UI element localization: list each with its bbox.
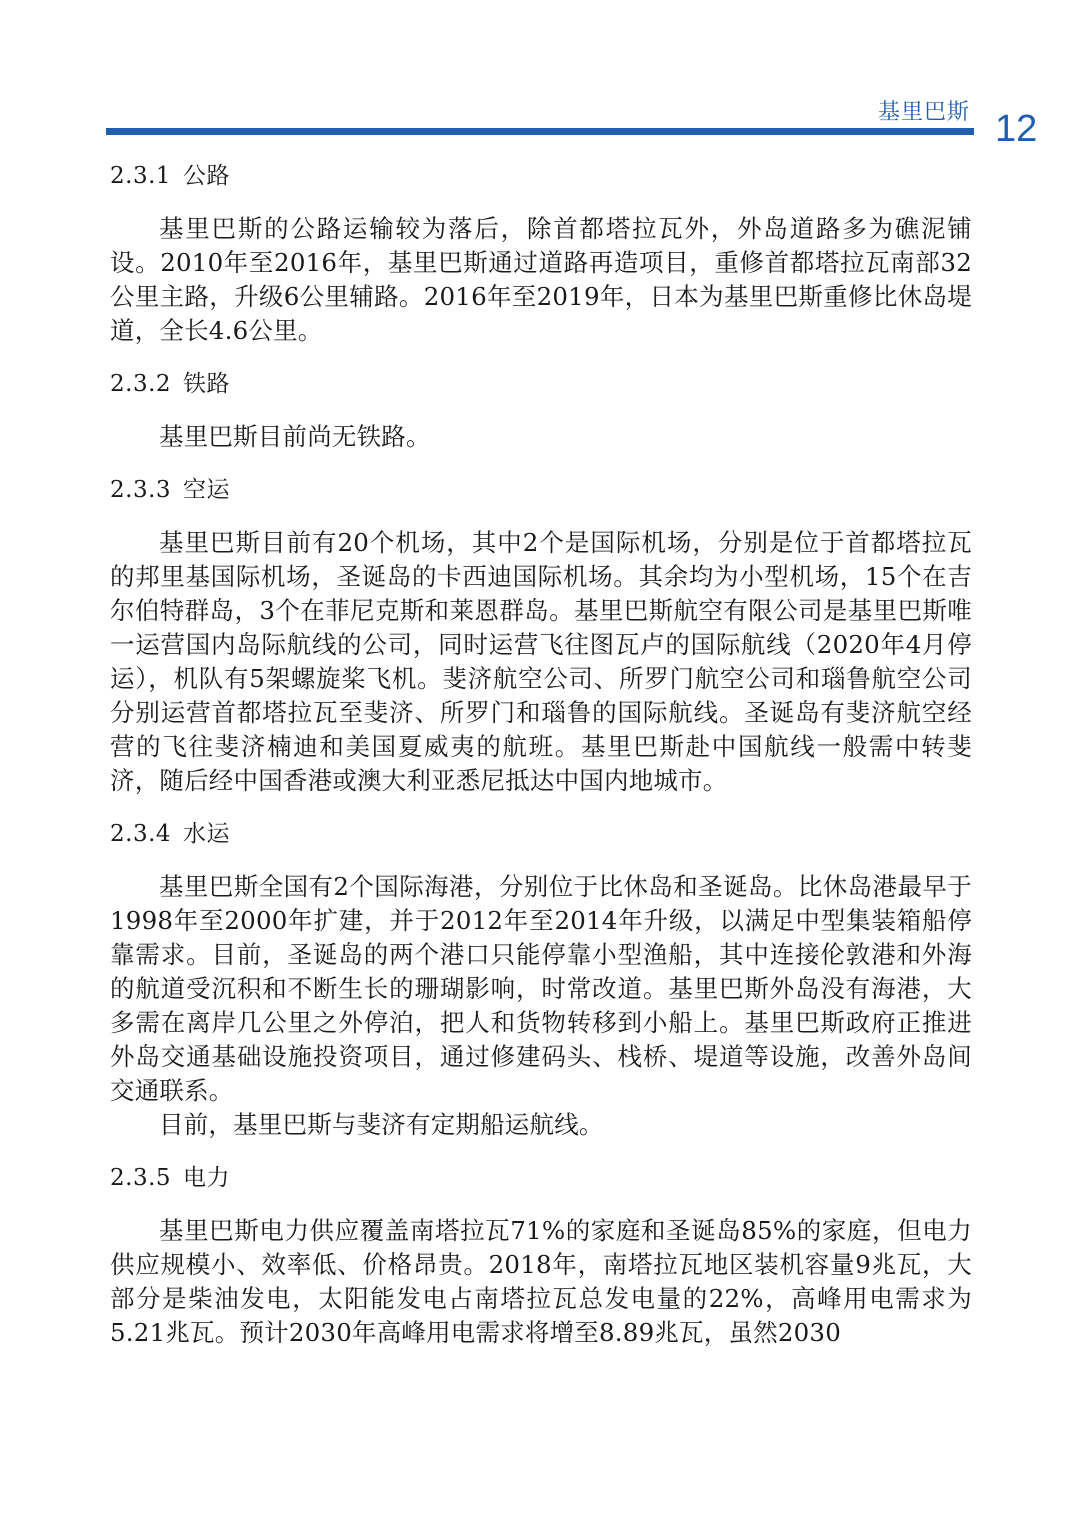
section-number: 2.3.4 (110, 821, 172, 847)
section-heading (110, 158, 972, 194)
section-railway (110, 366, 972, 454)
section-number: 2.3.5 (110, 1165, 172, 1191)
paragraph: 基里巴斯电力供应覆盖南塔拉瓦71%的家庭和圣诞岛85%的家庭，但电力供应规模小、效率低、价格昂贵。2018年，南塔拉瓦地区装机容量9兆瓦，大部分是柴油发电，太阳能发电占南塔拉瓦总发电量的22%，高峰用电需求为5.21兆瓦。预计2030年高峰用电需求将增至8.89兆瓦，虽然2030 (110, 1216, 972, 1347)
running-header-title: 基里巴斯 (877, 100, 970, 125)
section-title: 公路 (183, 163, 231, 189)
paragraph: 基里巴斯目前有20个机场，其中2个是国际机场，分别是位于首都塔拉瓦的邦里基国际机场，圣诞岛的卡西迪国际机场。其余均为小型机场，15个在吉尔伯特群岛，3个在菲尼克斯和莱恩群岛。基里巴斯航空有限公司是基里巴斯唯一运营国内岛际航线的公司，同时运营飞往图瓦卢的国际航线（2020年4月停运），机队有5架螺旋桨飞机。斐济航空公司、所罗门航空公司和瑙鲁航空公司分别运营首都塔拉瓦至斐济、所罗门和瑙鲁的国际航线。圣诞岛有斐济航空经营的飞往斐济楠迪和美国夏威夷的航班。基里巴斯赴中国航线一般需中转斐济，随后经中国香港或澳大利亚悉尼抵达中国内地城市。 (110, 528, 972, 795)
section-heading (110, 366, 972, 402)
paragraph: 基里巴斯的公路运输较为落后，除首都塔拉瓦外，外岛道路多为礁泥铺设。2010年至2016年，基里巴斯通过道路再造项目，重修首都塔拉瓦南部32公里主路，升级6公里辅路。2016年至2019年，日本为基里巴斯重修比休岛堤道，全长4.6公里。 (110, 214, 972, 345)
section-number: 2.3.2 (110, 371, 172, 397)
paragraph: 基里巴斯全国有2个国际海港，分别位于比休岛和圣诞岛。比休岛港最早于1998年至2000年扩建，并于2012年至2014年升级，以满足中型集装箱船停靠需求。目前，圣诞岛的两个港口只能停靠小型渔船，其中连接伦敦港和外海的航道受沉积和不断生长的珊瑚影响，时常改道。基里巴斯外岛没有海港，大多需在离岸几公里之外停泊，把人和货物转移到小船上。基里巴斯政府正推进外岛交通基础设施投资项目，通过修建码头、栈桥、堤道等设施，改善外岛间交通联系。 (110, 872, 972, 1105)
section-heading (110, 1160, 972, 1196)
header-rule (106, 128, 974, 135)
section-road (110, 158, 972, 348)
section-electricity (110, 1160, 972, 1350)
section-title: 空运 (183, 477, 231, 503)
section-title: 电力 (183, 1165, 231, 1191)
section-air-transport (110, 472, 972, 798)
section-heading (110, 816, 972, 852)
section-title: 铁路 (183, 371, 231, 397)
section-water-transport (110, 816, 972, 1142)
section-heading (110, 472, 972, 508)
paragraph: 目前，基里巴斯与斐济有定期船运航线。 (159, 1110, 604, 1139)
section-number: 2.3.1 (110, 163, 172, 189)
paragraph: 基里巴斯目前尚无铁路。 (159, 422, 431, 451)
section-title: 水运 (183, 821, 231, 847)
page-body (110, 158, 972, 1350)
page-number: 12 (995, 108, 1038, 150)
section-number: 2.3.3 (110, 477, 172, 503)
